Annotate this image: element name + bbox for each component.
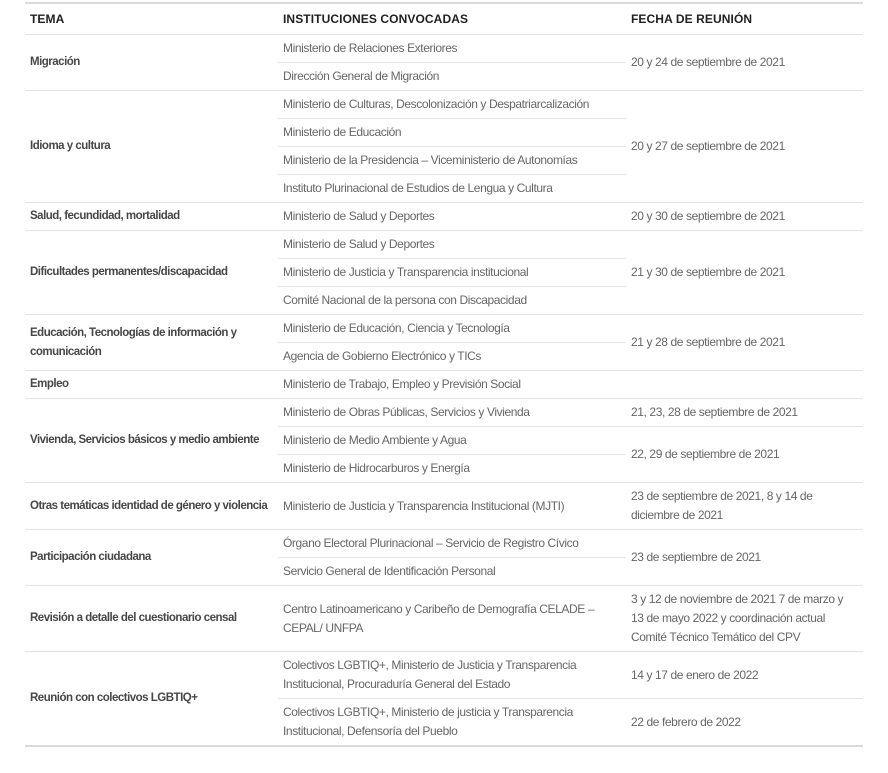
institution-cell: Instituto Plurinacional de Estudios de Lengua y Cultura bbox=[278, 175, 626, 203]
table-row bbox=[25, 371, 863, 399]
meetings-table bbox=[25, 2, 863, 747]
fecha-cell bbox=[626, 371, 863, 399]
fecha-cell: 23 de septiembre de 2021 bbox=[626, 530, 863, 586]
tema-cell: Dificultades permanentes/discapacidad bbox=[25, 231, 278, 315]
institution-cell: Ministerio de Educación, Ciencia y Tecnología bbox=[278, 315, 626, 343]
institution-cell: Colectivos LGBTIQ+, Ministerio de justicia y Transparencia Institucional, Defensoría del Pueblo bbox=[278, 699, 626, 747]
table-row bbox=[25, 586, 863, 652]
fecha-cell: 20 y 30 de septiembre de 2021 bbox=[626, 203, 863, 231]
institution-cell: Agencia de Gobierno Electrónico y TICs bbox=[278, 343, 626, 371]
fecha-cell: 21 y 30 de septiembre de 2021 bbox=[626, 231, 863, 315]
tema-cell: Salud, fecundidad, mortalidad bbox=[25, 203, 278, 231]
table-row bbox=[25, 315, 863, 343]
tema-cell: Revisión a detalle del cuestionario censal bbox=[25, 586, 278, 652]
institution-cell: Ministerio de Salud y Deportes bbox=[278, 203, 626, 231]
institution-cell: Dirección General de Migración bbox=[278, 63, 626, 91]
institution-cell: Servicio General de Identificación Personal bbox=[278, 558, 626, 586]
table-row bbox=[25, 91, 863, 119]
table-row bbox=[25, 399, 863, 427]
fecha-cell: 20 y 27 de septiembre de 2021 bbox=[626, 91, 863, 203]
institution-cell: Ministerio de Relaciones Exteriores bbox=[278, 35, 626, 63]
fecha-cell: 23 de septiembre de 2021, 8 y 14 de diciembre de 2021 bbox=[626, 483, 863, 530]
fecha-cell: 21, 23, 28 de septiembre de 2021 bbox=[626, 399, 863, 427]
column-header: FECHA DE REUNIÓN bbox=[626, 3, 863, 35]
column-header: INSTITUCIONES CONVOCADAS bbox=[278, 3, 626, 35]
institution-cell: Comité Nacional de la persona con Discapacidad bbox=[278, 287, 626, 315]
institution-cell: Ministerio de la Presidencia – Viceministerio de Autonomías bbox=[278, 147, 626, 175]
tema-cell: Otras temáticas identidad de género y violencia bbox=[25, 483, 278, 530]
table-row bbox=[25, 652, 863, 699]
institution-cell: Ministerio de Medio Ambiente y Agua bbox=[278, 427, 626, 455]
fecha-cell: 20 y 24 de septiembre de 2021 bbox=[626, 35, 863, 91]
table-header bbox=[25, 3, 863, 35]
fecha-cell: 14 y 17 de enero de 2022 bbox=[626, 652, 863, 699]
institution-cell: Ministerio de Culturas, Descolonización y Despatriarcalización bbox=[278, 91, 626, 119]
tema-cell: Educación, Tecnologías de información y comunicación bbox=[25, 315, 278, 371]
table-row bbox=[25, 203, 863, 231]
institution-cell: Ministerio de Hidrocarburos y Energía bbox=[278, 455, 626, 483]
tema-cell: Idioma y cultura bbox=[25, 91, 278, 203]
tema-cell: Vivienda, Servicios básicos y medio ambiente bbox=[25, 399, 278, 483]
fecha-cell: 22, 29 de septiembre de 2021 bbox=[626, 427, 863, 483]
fecha-cell: 21 y 28 de septiembre de 2021 bbox=[626, 315, 863, 371]
institution-cell: Ministerio de Educación bbox=[278, 119, 626, 147]
institution-cell: Colectivos LGBTIQ+, Ministerio de Justicia y Transparencia Institucional, Procuraduría General del Estado bbox=[278, 652, 626, 699]
institution-cell: Ministerio de Obras Públicas, Servicios y Vivienda bbox=[278, 399, 626, 427]
table-header-row bbox=[25, 3, 863, 35]
fecha-cell: 3 y 12 de noviembre de 2021 7 de marzo y 13 de mayo 2022 y coordinación actual Comité Técnico Temático del CPV bbox=[626, 586, 863, 652]
institution-cell: Ministerio de Justicia y Transparencia institucional bbox=[278, 259, 626, 287]
table-row bbox=[25, 530, 863, 558]
institution-cell: Ministerio de Salud y Deportes bbox=[278, 231, 626, 259]
institution-cell: Ministerio de Justicia y Transparencia Institucional (MJTI) bbox=[278, 483, 626, 530]
table-body bbox=[25, 35, 863, 747]
table-row bbox=[25, 483, 863, 530]
tema-cell: Reunión con colectivos LGBTIQ+ bbox=[25, 652, 278, 747]
tema-cell: Participación ciudadana bbox=[25, 530, 278, 586]
column-header: TEMA bbox=[25, 3, 278, 35]
institution-cell: Ministerio de Trabajo, Empleo y Previsión Social bbox=[278, 371, 626, 399]
tema-cell: Empleo bbox=[25, 371, 278, 399]
institution-cell: Órgano Electoral Plurinacional – Servicio de Registro Cívico bbox=[278, 530, 626, 558]
tema-cell: Migración bbox=[25, 35, 278, 91]
table-row bbox=[25, 231, 863, 259]
table-row bbox=[25, 35, 863, 63]
institution-cell: Centro Latinoamericano y Caribeño de Demografía CELADE – CEPAL/ UNFPA bbox=[278, 586, 626, 652]
fecha-cell: 22 de febrero de 2022 bbox=[626, 699, 863, 747]
